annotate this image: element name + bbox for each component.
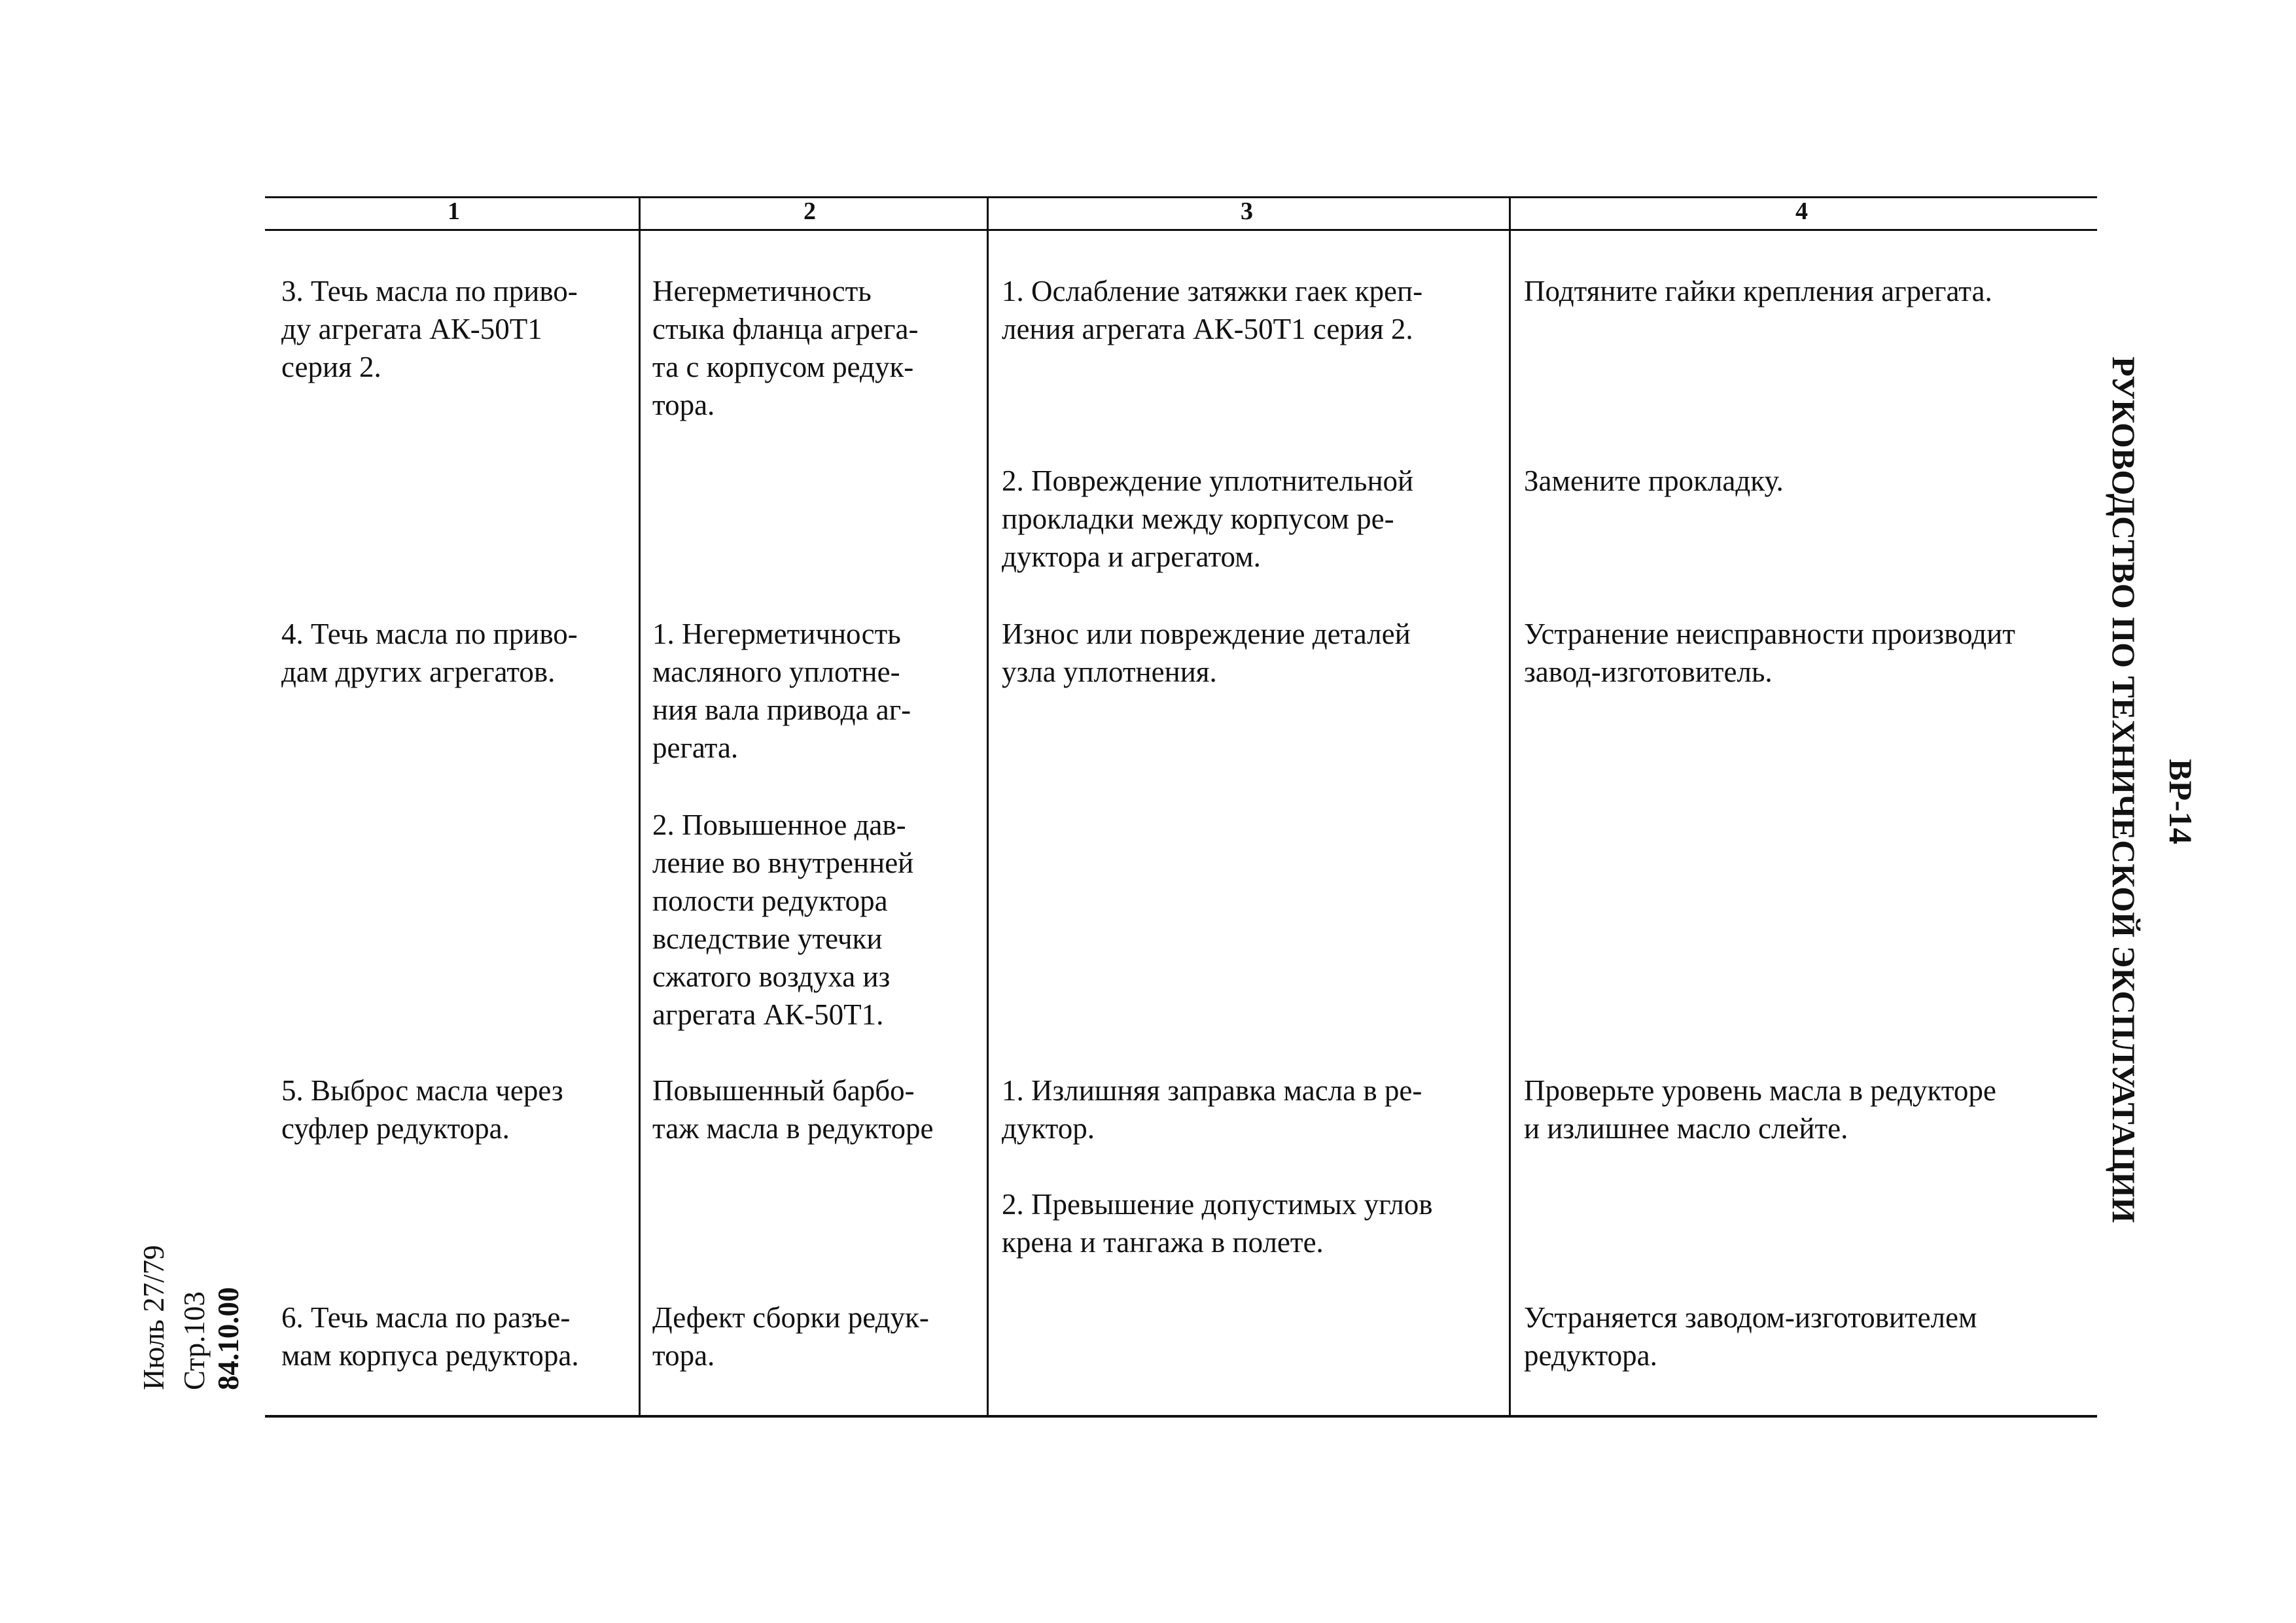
table-cell: 2. Превышение допустимых углов крена и тангажа в полете. (1002, 1188, 1433, 1259)
table-cell: Износ или повреждение деталей узла уплотнения. (1002, 618, 1411, 688)
table-cell: Негерметичность стыка фланца агрега- та с корпусом редук- тора. (652, 275, 919, 421)
table-cell: Замените прокладку. (1524, 464, 1784, 497)
footer-page: Стр.103 (178, 1291, 211, 1390)
table-cell: 2. Повышенное дав- ление во внутренней полости редуктора вследствие утечки сжатого воздуха из агрегата АК-50Т1. (652, 809, 914, 1031)
table-cell: 2. Повреждение уплотнительной прокладки между корпусом ре- дуктора и агрегатом. (1002, 464, 1414, 573)
table-cell: Подтяните гайки крепления агрегата. (1524, 275, 1992, 307)
document-code-vertical: ВР-14 (2163, 759, 2199, 845)
document-title-vertical: РУКОВОДСТВО ПО ТЕХНИЧЕСКОЙ ЭКСПЛУАТАЦИИ (2106, 357, 2142, 1223)
table-top-rule (265, 196, 2097, 198)
column-divider-2 (987, 196, 989, 1418)
table-cell: Повышенный барбо- таж масла в редукторе (652, 1074, 934, 1145)
table-cell: 3. Течь масла по приво- ду агрегата АК-50Т1 серия 2. (281, 275, 578, 383)
table-cell: 1. Излишняя заправка масла в ре- дуктор. (1002, 1074, 1422, 1145)
column-number-4: 4 (1795, 198, 1808, 225)
column-divider-1 (639, 196, 641, 1418)
table-cell: 1. Ослабление затяжки гаек креп- ления агрегата АК-50Т1 серия 2. (1002, 275, 1423, 345)
table-cell: Дефект сборки редук- тора. (652, 1301, 929, 1372)
column-divider-3 (1509, 196, 1511, 1418)
column-number-1: 1 (448, 198, 460, 225)
column-number-3: 3 (1241, 198, 1253, 225)
footer-code: 84.10.00 (212, 1287, 245, 1390)
table-cell: 5. Выброс масла через суфлер редуктора. (281, 1074, 563, 1145)
table-bottom-rule (265, 1415, 2097, 1418)
table-cell: 1. Негерметичность масляного уплотне- ния вала привода аг- регата. (652, 618, 911, 764)
table-cell: 4. Течь масла по приво- дам других агрегатов. (281, 618, 578, 688)
table-cell: Устранение неисправности производит завод-изготовитель. (1524, 618, 2015, 688)
footer-date: Июль 27/79 (137, 1245, 170, 1390)
column-number-2: 2 (804, 198, 816, 225)
header-bottom-rule (265, 229, 2097, 231)
table-cell: Проверьте уровень масла в редукторе и излишнее масло слейте. (1524, 1074, 1996, 1145)
table-cell: Устраняется заводом-изготовителем редуктора. (1524, 1301, 1977, 1372)
table-cell: 6. Течь масла по разъе- мам корпуса редуктора. (281, 1301, 579, 1372)
